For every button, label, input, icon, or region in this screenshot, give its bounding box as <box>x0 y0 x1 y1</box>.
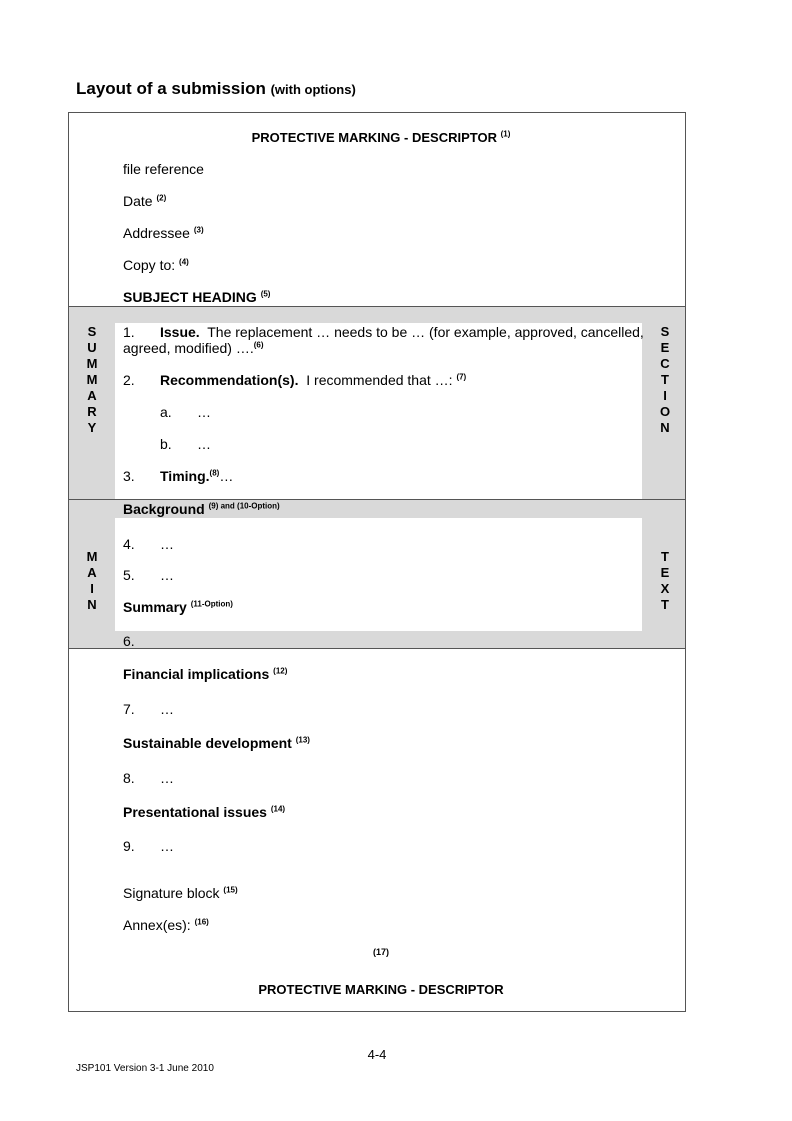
note-17: (17) <box>372 947 389 957</box>
text-vertical-label: T E X T <box>660 549 670 612</box>
item-5-text: … <box>160 567 174 583</box>
item-3-timing: Timing.$^{(8)}$… <box>160 468 234 484</box>
item-6-number: 6. <box>123 633 135 649</box>
date-line: Date $^{(2)}$ <box>123 193 167 209</box>
protective-marking-bottom: PROTECTIVE MARKING - DESCRIPTOR <box>258 982 504 997</box>
main-vertical-label: M A I N <box>86 549 98 612</box>
item-5-number: 5. <box>123 567 135 583</box>
sub-item-a-text: … <box>197 404 211 420</box>
copy-to-line: Copy to: $^{(4)}$ <box>123 257 189 273</box>
sub-item-a-label: a. <box>160 404 172 420</box>
footer-version: JSP101 Version 3-1 June 2010 <box>76 1063 214 1074</box>
signature-block: Signature block $^{(15)}$ <box>123 885 238 901</box>
item-1-issue: Issue. The replacement … needs to be … (for example, approved, cancelled, <box>160 324 644 340</box>
item-4-text: … <box>160 536 174 552</box>
item-9-text: … <box>160 838 174 854</box>
section-vertical-label: S E C T I O N <box>659 324 671 435</box>
addressee-line: Addressee $^{(3)}$ <box>123 225 204 241</box>
sub-item-b-text: … <box>197 436 211 452</box>
item-8-number: 8. <box>123 770 135 786</box>
item-4-number: 4. <box>123 536 135 552</box>
sub-item-b-label: b. <box>160 436 172 452</box>
item-2-number: 2. <box>123 372 135 388</box>
submission-frame <box>68 112 686 1012</box>
financial-implications-heading: Financial implications $^{(12)}$ <box>123 666 288 682</box>
item-3-number: 3. <box>123 468 135 484</box>
sustainable-development-heading: Sustainable development $^{(13)}$ <box>123 735 310 751</box>
subject-heading: SUBJECT HEADING $^{(5)}$ <box>123 289 271 305</box>
file-reference: file reference <box>123 161 204 177</box>
protective-marking-top: PROTECTIVE MARKING - DESCRIPTOR $^{(1)}$ <box>251 129 511 145</box>
title-option: (with options) <box>270 82 356 97</box>
item-8-text: … <box>160 770 174 786</box>
item-7-number: 7. <box>123 701 135 717</box>
page-title: Layout of a submission (with options) <box>76 79 356 98</box>
summary-heading: Summary $^{(11-Option)}$ <box>123 599 233 615</box>
annexes-line: Annex(es): $^{(16)}$ <box>123 917 209 933</box>
item-7-text: … <box>160 701 174 717</box>
presentational-issues-heading: Presentational issues $^{(14)}$ <box>123 804 286 820</box>
item-2-recommendation: Recommendation(s). I recommended that …: $^{(7)}$ <box>160 372 467 388</box>
background-heading: Background $^{(9) and (10-Option)}$ <box>123 501 280 517</box>
item-1-number: 1. <box>123 324 135 340</box>
summary-vertical-label: S U M M A R Y <box>86 324 98 435</box>
item-9-number: 9. <box>123 838 135 854</box>
item-1-continuation: agreed, modified) ….$^{(6)}$ <box>123 340 264 356</box>
page-number: 4-4 <box>367 1047 387 1062</box>
